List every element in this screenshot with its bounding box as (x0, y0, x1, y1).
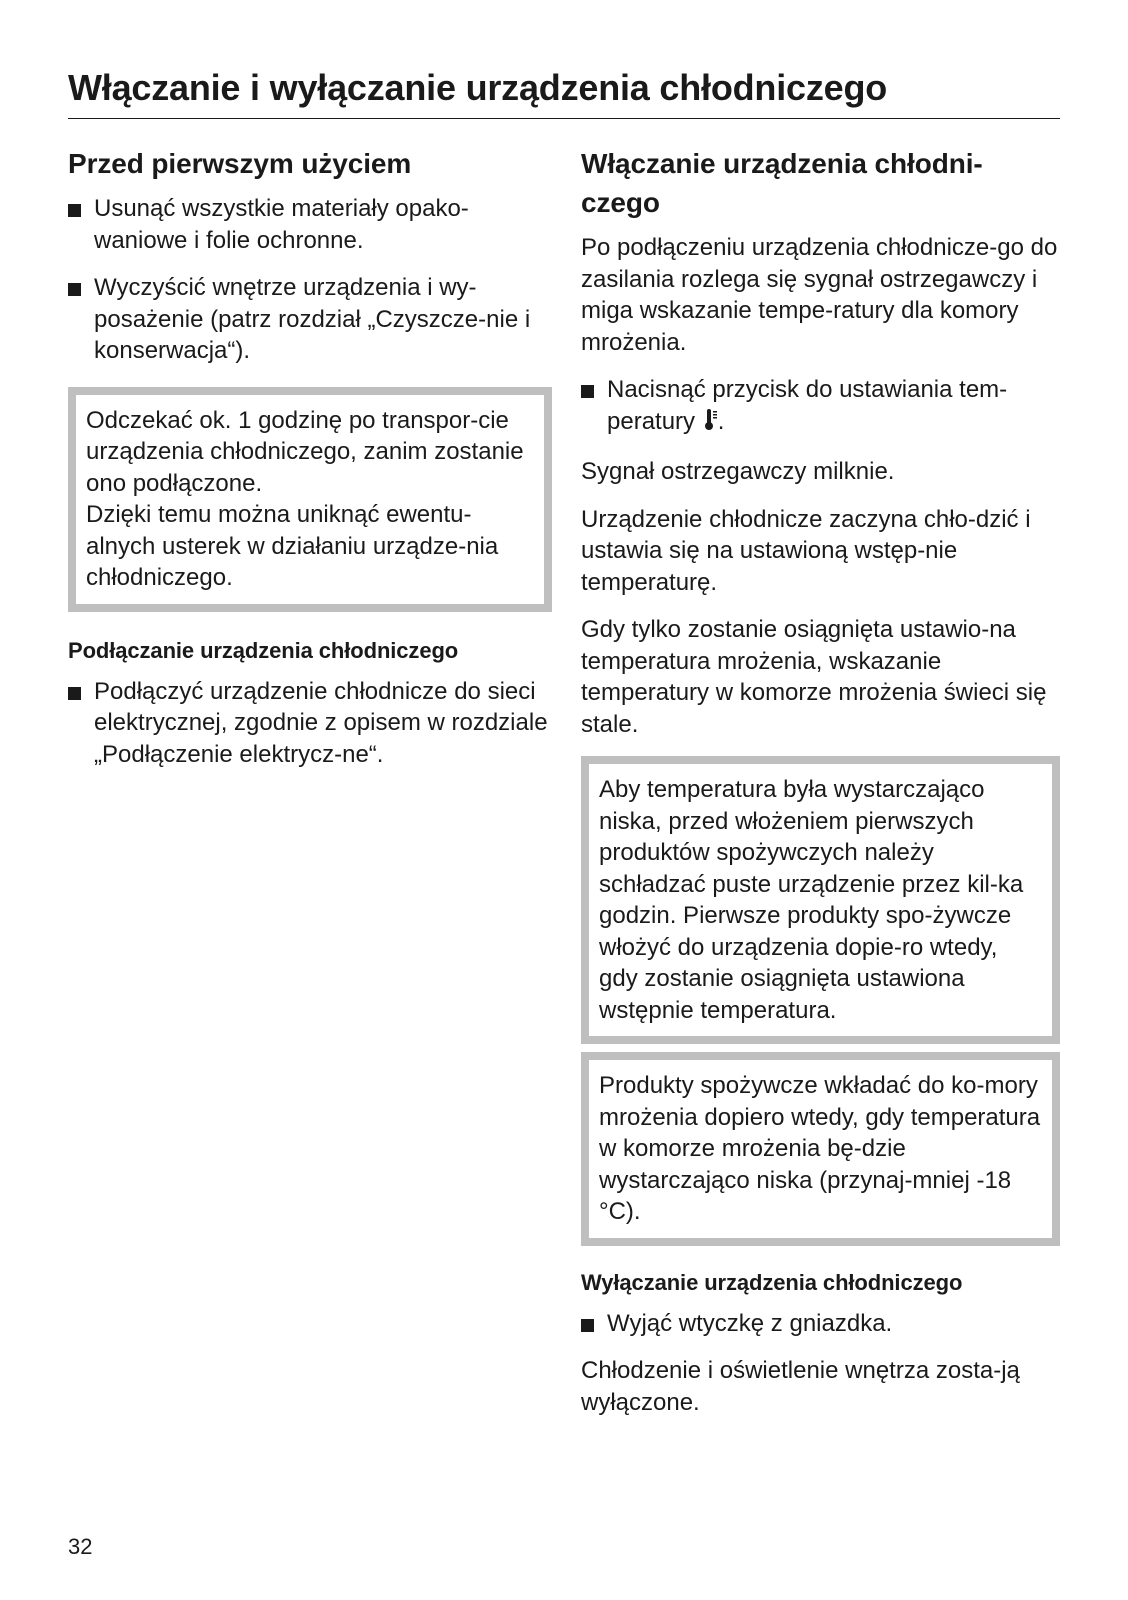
section-heading-before-first-use: Przed pierwszym użyciem (68, 148, 412, 179)
paragraph: Urządzenie chłodnicze zaczyna chło-dzić i ustawia się na ustawioną wstęp-nie temperaturę. (581, 505, 1031, 596)
list-item-text-end: . (717, 407, 725, 435)
section-heading-switching-on: Włączanie urządzenia chłodni-czego (581, 148, 983, 218)
list-item (68, 676, 552, 771)
list-item-text: Wyczyścić wnętrze urządzenia i wy-posażenie (patrz rozdział „Czyszcze-nie i konserwacja“). (94, 274, 531, 364)
page-title: Włączanie i wyłączanie urządzenia chłodniczego (68, 67, 888, 108)
left-column (68, 144, 552, 786)
note-text: Dzięki temu można uniknąć ewentu-alnych usterek w działaniu urządze-nia chłodniczego. (86, 501, 499, 591)
list-item (68, 193, 552, 256)
subheading-switching-off: Wyłączanie urządzenia chłodniczego (581, 1269, 963, 1295)
list-item (581, 1308, 1060, 1340)
note-text: Produkty spożywcze wkładać do ko-mory mrożenia dopiero wtedy, gdy temperatura w komorze mrożenia bę-dzie wystarczająco niska (przynaj-mniej -18 °C). (599, 1072, 1041, 1225)
subheading-connecting: Podłączanie urządzenia chłodniczego (68, 637, 459, 663)
thermometer-icon (704, 408, 718, 441)
right-column (581, 144, 1060, 1434)
paragraph: Gdy tylko zostanie osiągnięta ustawio-na temperatura mrożenia, wskazanie temperatury w komorze mrożenia świeci się stale. (581, 616, 1047, 738)
list-item-text: Nacisnąć przycisk do ustawiania tem-peratury (607, 376, 1008, 435)
list-item-text: Usunąć wszystkie materiały opako-waniowe i folie ochronne. (94, 195, 469, 254)
note-box-freezer-temperature (581, 1052, 1060, 1246)
list-item (68, 272, 552, 367)
bullet-square-icon (581, 1319, 594, 1332)
bullet-square-icon (68, 283, 81, 296)
note-text: Odczekać ok. 1 godzinę po transpor-cie urządzenia chłodniczego, zanim zostanie ono podłączone. (86, 406, 524, 497)
list-item-text: Wyjąć wtyczkę z gniazdka. (607, 1309, 893, 1337)
note-box-transport (68, 387, 552, 612)
intro-paragraph: Po podłączeniu urządzenia chłodnicze-go do zasilania rozlega się sygnał ostrzegawczy i miga wskazanie tempe-ratury dla komory mrożenia. (581, 234, 1058, 356)
bullet-square-icon (581, 385, 594, 398)
paragraph: Sygnał ostrzegawczy milknie. (581, 458, 895, 485)
bullet-square-icon (68, 204, 81, 217)
list-item-text: Podłączyć urządzenie chłodnicze do sieci elektrycznej, zgodnie z opisem w rozdziale „Podłączenie elektrycz-ne“. (94, 677, 548, 768)
title-divider (68, 118, 1060, 119)
bullet-square-icon (68, 687, 81, 700)
note-text: Aby temperatura była wystarczająco niska, przed włożeniem pierwszych produktów spożywczych należy schładzać puste urządzenie przez kil-ka godzin. Pierwsze produkty spo-żywcze włożyć do urządzenia dopie-ro wtedy, gdy zostanie osiągnięta ustawiona wstępnie temperatura. (599, 776, 1024, 1024)
page-number: 32 (68, 1534, 93, 1559)
list-item (581, 374, 1060, 440)
note-box-precool (581, 756, 1060, 1044)
paragraph: Chłodzenie i oświetlenie wnętrza zosta-ją wyłączone. (581, 1357, 1020, 1416)
